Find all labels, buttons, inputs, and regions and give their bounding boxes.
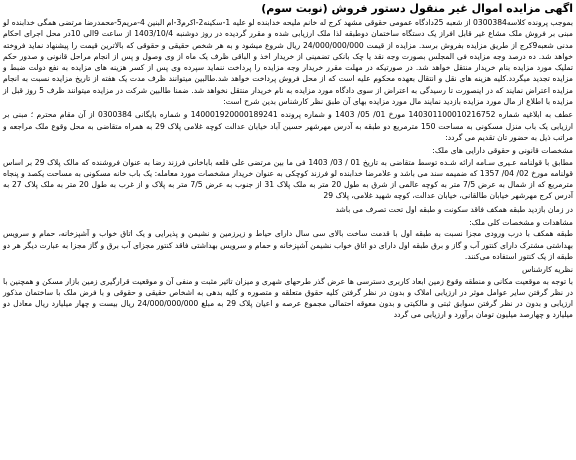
auction-terms-paragraph: بموجب پرونده کلاسه0300384 از شعبه 25دادگاه عمومی حقوقی مشهد کرج له خانم ملیحه خدابنده لو علیه 1-سکینه2-اکرم3-ام البنین 4-مریم5-محمدرضا مرتضی همگی خدابنده لو مبنی بر فروش ملک مشاع غیر قابل افراز یک دستگاه ساختمان دوطبقه لذا ملک ارزیابی شده و مقرر گردیده در روز دوشنبه 1403/10/4 از ساعت 9الی 10در محل اجرای احکام مدنی شعبه9کرج از طریق مزایده بفروش برسد. مزایده از قیمت 24/000/000/000 ریال شروع میشود و به هر شخص حقیقی و حقوقی که بالاترین قیمت را پیشنهاد نماید فروخته خواهد شد. ده درصد وجه مزایده فی المجلس بصورت وجه نقد یا چک بانکی تضمینی از خریدار اخذ و الباقی ظرف یک ماه از وی وصول و پس از انجام مراحل قانونی و صدور حکم تملیک مورد مزایده بنام خریدار منتقل خواهد شد. در صورتیکه در مهلت مقرر خریدار وجه مزایده را پرداخت ننماید سپرده وی پس از کسر هزینه های مزایده به نفع دولت ضبط و مزایده تجدید میگردد.کلیه هزینه های نقل و انتقال بعهده محکوم علیه است که از محل فروش پرداخت خواهد شد.طالبین میتوانند ظرف مدت یک هفته از تاریخ مزایده نسبت به انجام مزایده اعتراض نمایند که در اینصورت تا رسیدگی به اعتراض از سوی دادگاه مورد مزایده به نام خریدار منتقل نخواهد شد. ضمنا طالبین شرکت در مزایده میتوانند ظرف 5 روز قبل از مزایده با اطلاع از مال مورد مزایده بازدید نمایند مال مورد مزایده بهای آن طبق نظر کارشناس بدین شرح است: — [3, 18, 574, 107]
notice-title: اگهی مزایده اموال غیر منقول دستور فروش (نوبت سوم) — [261, 2, 573, 15]
visit-status-paragraph: در زمان بازدید طبقه همکف فاقد سکونت و طبقه اول تحت تصرف می باشد — [335, 204, 573, 214]
legal-status-heading: مشخصات قانونی و حقوقی دارایی های ملک: — [432, 146, 573, 156]
expert-opinion-heading: نظریه کارشناس — [522, 265, 573, 275]
expert-opinion-paragraph: با توجه به موقعیت مکانی و منطقه وقوع زمین ابعاد کاربری دسترسی ها عرض گذر طرحهای شهری و میزان تاثیر مثبت و منفی آن و موقعیت قرارگیری زمین بازار مسکن و همچنین با در نظر گرفتن سایر عوامل موثر در ارزیابی املاک و بدون در نظر گرفتن کلیه حقوق متعلقه و متصوره و کلیه بدهی به اشخاص حقیقی و حقوقی و با فرض ملک با ساختمان مذکور ارزیابی و بدون در نظر گرفتن سوابق ثبتی و مالکیتی و بدون معوقه احتمالی مجموع عرصه و اعیان پلاک 29 به مبلغ 24/000/000/000 ریال بیست و چهار میلیارد ریال معادل دو میلیارد و چهارصد میلیون تومان برآورد و ارزیابی می گردد — [3, 276, 573, 320]
observations-heading: مشاهدات و مشخصات کلی ملک: — [469, 218, 573, 228]
observations-paragraph: طبقه همکف با درب ورودی مجزا نسبت به طبقه اول با قدمت ساخت بالای سی سال دارای حیاط و زیرزمین و نشیمن و پذیرایی و یک اتاق خواب و آشپزخانه، حمام و سرویس بهداشتی مشترک دارای کنتور آب و گاز و برق طبقه اول دارای دو اتاق خواب نشیمن آشپزخانه و حمام و سرویس بهداشتی فاقد کنتور مجزای آب برق و گاز مجزا به عبارت دیگر هر دو طبقه از یک کنتور استفاده می‌کنند. — [3, 229, 573, 261]
assessment-request-paragraph: عطف به ابلاغیه شماره 140301100010216752 مورخ 01/ 05/ 1403 و شماره پرونده 140001920000189241 و شماره بایگانی 0300384 از آن مقام محترم ؛ مبنی بر ارزیابی یک باب منزل مسکونی به مساحت 150 مترمربع دو طبقه به آدرس مهرشهر حسین آباد خیابان عدالت کوچه غلامی پلاک 29 به همراه متقاضی به محل وقوع ملک مراجعه و مراتب ذیل به حضور تان تقدیم می گردد: — [3, 110, 574, 142]
legal-status-paragraph: مطابق با قولنامه عـیری سـامه ارائه شـده توسط متقاضی به تاریخ 01 / 03/ 1403 فی ما بین مرتضی علی قلعه باباخانی فرزند رضا به عنوان فروشنده که مالک پلاک 29 بر اساس قولنامه مورخ 02/ 04/ 1357 که ضمیمه سند می باشد و علامرضا خدابنده لو فرزند کوچکی به عنوان خریدار مشخصات مورد معامله: یک باب خانه مسکونی به مساحت یکصد و پنجاه مترمربع که از شمال به عرض 7/5 متر به کوچه عالمی از شرق به طول 20 متر به ملک پلاک 31 از جنوب به عرض 7/5 متر به پلاک و از غرب به طول 20 متر به ملک پلاک 27 به آدرس کرج مهرشهر خیابان طالقانی، خیابان عدالت، کوچه شهید غلامی، پلاک 29 — [3, 157, 574, 201]
